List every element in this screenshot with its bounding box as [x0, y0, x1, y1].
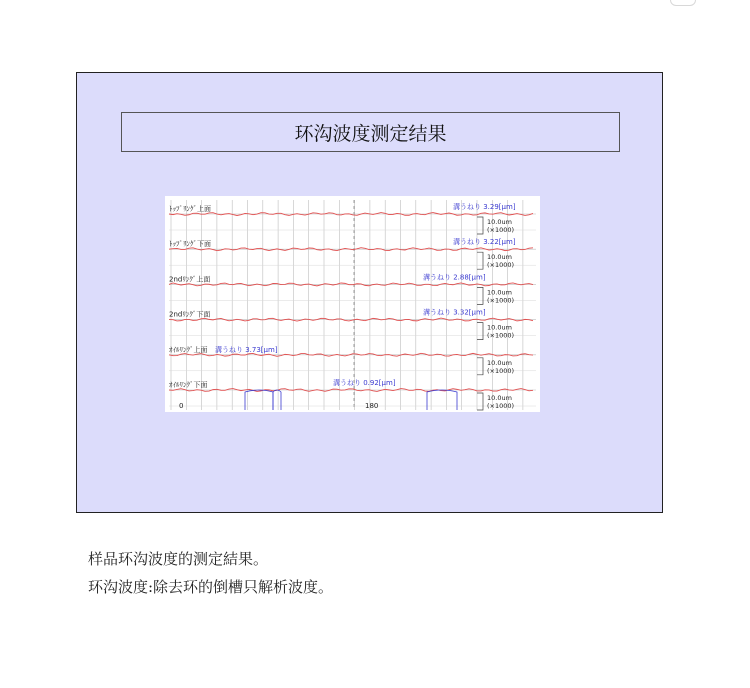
waviness-annotation: 溝うねり 3.32[μm]: [423, 308, 486, 317]
row-label: 2ndﾘﾝｸﾞ上面: [169, 275, 211, 284]
scale-factor: (×1000): [487, 366, 515, 375]
scale-factor: (×1000): [487, 296, 515, 305]
row-label: ﾄｯﾌﾟﾘﾝｸﾞ上面: [169, 205, 211, 213]
row-label: ｵｲﾙﾘﾝｸﾞ上面: [169, 345, 208, 354]
slide-panel: [76, 72, 663, 513]
scale-label: 10.0um: [487, 218, 512, 226]
row-label: ﾄｯﾌﾟﾘﾝｸﾞ下面: [169, 240, 211, 249]
waviness-annotation: 溝うねり 3.29[μm]: [453, 203, 516, 211]
slide-title-box: [121, 112, 620, 152]
caption-line-2: 环沟波度:除去环的倒槽只解析波度。: [88, 578, 334, 596]
scale-label: 10.0um: [487, 288, 512, 297]
waviness-chart-svg: [165, 196, 540, 412]
x-tick-label: 180: [365, 402, 379, 410]
scale-factor: (×1000): [487, 226, 515, 234]
groove-profile: [427, 390, 457, 410]
corner-control: [670, 0, 696, 6]
x-tick-label: 0: [179, 402, 184, 410]
scale-factor: (×1000): [487, 261, 515, 270]
groove-profile: [273, 390, 281, 410]
scale-bracket: [477, 287, 483, 304]
row-label: ｵｲﾙﾘﾝｸﾞ下面: [169, 381, 208, 389]
slide-title: 环沟波度测定结果: [294, 122, 447, 145]
caption-line-1: 样品环沟波度的测定結果。: [88, 550, 269, 568]
scale-factor: (×1000): [487, 331, 515, 340]
waviness-annotation: 溝うねり 2.88[μm]: [423, 273, 486, 282]
scale-bracket: [477, 217, 483, 234]
scale-bracket: [477, 323, 483, 340]
scale-label: 10.0um: [487, 358, 512, 367]
scale-bracket: [477, 393, 483, 410]
waviness-chart: [165, 196, 540, 412]
scale-label: 10.0um: [487, 323, 512, 332]
scale-bracket: [477, 252, 483, 269]
scale-label: 10.0um: [487, 253, 512, 262]
row-label: 2ndﾘﾝｸﾞ下面: [169, 310, 211, 319]
waviness-annotation: 溝うねり 3.73[μm]: [215, 345, 278, 354]
scale-bracket: [477, 358, 483, 375]
scale-factor: (×1000): [487, 402, 515, 410]
waviness-annotation: 溝うねり 3.22[μm]: [453, 238, 516, 247]
scale-label: 10.0um: [487, 394, 512, 402]
waviness-annotation: 溝うねり 0.92[μm]: [333, 379, 396, 387]
groove-profile: [245, 390, 273, 410]
waviness-trace: [169, 213, 533, 216]
